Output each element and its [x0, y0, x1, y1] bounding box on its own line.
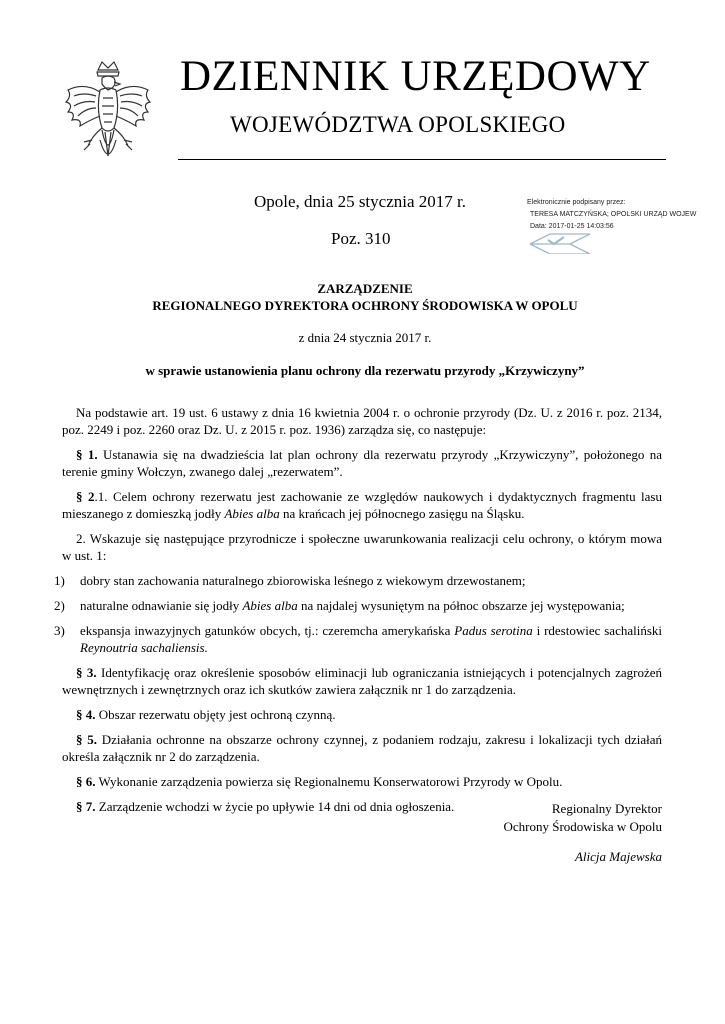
paragraph-number: § 2 — [76, 489, 95, 504]
list-text: na najdalej wysuniętym na północ obszarze jej występowania; — [297, 598, 625, 613]
paragraph-number: § 4. — [76, 707, 96, 722]
species-name: Reynoutria sachaliensis. — [80, 640, 208, 655]
list-number: 3) — [54, 623, 65, 638]
paragraph-2 — [62, 488, 662, 522]
paragraph-5 — [62, 731, 662, 765]
signatory-office: Ochrony Środowiska w Opolu — [503, 819, 662, 834]
paragraph-number: § 7. — [76, 799, 96, 814]
signatory-name: Alicja Majewska — [574, 849, 662, 864]
paragraph-text: Obszar rezerwatu objęty jest ochroną czynną. — [95, 707, 336, 722]
paragraph-number: § 5. — [76, 732, 97, 747]
signature-caption: Elektronicznie podpisany przez: — [527, 199, 626, 206]
journal-subtitle: WOJEWÓDZTWA OPOLSKIEGO — [230, 112, 566, 137]
electronic-signature-stamp — [527, 197, 717, 233]
paragraph-1 — [62, 446, 662, 480]
species-name: Abies alba — [224, 506, 280, 521]
list-item — [54, 572, 662, 589]
signature-signer: TERESA MATCZYŃSKA; OPOLSKI URZĄD WOJEW — [530, 211, 697, 218]
journal-title: DZIENNIK URZĘDOWY — [180, 53, 651, 100]
paragraph-2-section-2: 2. Wskazuje się następujące przyrodnicze i społeczne uwarunkowania realizacji celu ochrony, o którym mowa w ust. 1: — [62, 531, 662, 563]
signature-block — [420, 800, 662, 866]
signature-check-icon — [528, 230, 592, 254]
paragraph-6 — [62, 773, 662, 790]
decree-subject: w sprawie ustanowienia planu ochrony dla rezerwatu przyrody „Krzywiczyny” — [145, 363, 585, 378]
paragraph-number: § 1. — [76, 447, 98, 462]
paragraph-number: § 3. — [76, 665, 97, 680]
position-number: Poz. 310 — [331, 229, 391, 248]
list-item — [54, 622, 663, 656]
signatory-role: Regionalny Dyrektor — [551, 801, 662, 816]
list-text: i rdestowiec sachaliński — [532, 623, 663, 638]
decree-heading — [60, 280, 670, 314]
decree-kind: ZARZĄDZENIE — [317, 281, 413, 296]
species-name: Padus serotina — [454, 623, 533, 638]
paragraph-3 — [62, 664, 662, 698]
paragraph-text: Wykonanie zarządzenia powierza się Regionalnemu Konserwatorowi Przyrody w Opolu. — [95, 774, 563, 789]
list-text: dobry stan zachowania naturalnego zbiorowiska leśnego z wiekowym drzewostanem; — [80, 573, 526, 588]
paragraph-text: Zarządzenie wchodzi w życie po upływie 14 dni od dnia ogłoszenia. — [95, 799, 455, 814]
publication-date: Opole, dnia 25 stycznia 2017 r. — [254, 192, 466, 211]
paragraph-text: Identyfikację oraz określenie sposobów eliminacji lub ograniczania istniejących i potencjalnych zagrożeń wewnętrznych i zewnętrznych oraz ich skutków zawiera załącznik nr 1 do zarządzenia. — [62, 665, 663, 697]
species-name: Abies alba — [242, 598, 298, 613]
list-text: naturalne odnawianie się jodły — [80, 598, 243, 613]
decree-date: z dnia 24 stycznia 2017 r. — [298, 330, 432, 345]
list-number: 1) — [54, 573, 65, 588]
signature-date: Data: 2017-01-25 14:03:56 — [530, 223, 614, 230]
paragraph-text: Ustanawia się na dwadzieścia lat plan ochrony dla rezerwatu przyrody „Krzywiczyny”, położonego na terenie gminy Wołczyn, zwanego dalej „rezerwatem”. — [62, 447, 662, 479]
paragraph-text: .1. Celem ochrony rezerwatu jest zachowanie ze względów naukowych i dydaktycznych fragmentu lasu mieszanego z domieszką jodły — [62, 489, 662, 521]
header-divider — [178, 159, 666, 160]
paragraph-4 — [62, 706, 662, 723]
preamble: Na podstawie art. 19 ust. 6 ustawy z dnia 16 kwietnia 2004 r. o ochronie przyrody (Dz. U. z 2016 r. poz. 2134, poz. 2249 i poz. 2260 oraz Dz. U. z 2015 r. poz. 1936) zarządza się, co następuje: — [62, 405, 662, 437]
paragraph-text: na krańcach jej północnego zasięgu na Śląsku. — [279, 506, 525, 521]
list-text: ekspansja inwazyjnych gatunków obcych, tj.: czeremcha amerykańska — [80, 623, 455, 638]
eagle-emblem-icon — [62, 60, 154, 172]
decree-issuer: REGIONALNEGO DYREKTORA OCHRONY ŚRODOWISKA W OPOLU — [152, 298, 578, 313]
paragraph-number: § 6. — [76, 774, 96, 789]
list-item — [54, 597, 662, 614]
decree-body — [54, 404, 663, 823]
paragraph-text: Działania ochronne na obszarze ochrony czynnej, z podaniem rodzaju, zakresu i lokalizacji tych działań określa załącznik nr 2 do zarządzenia. — [62, 732, 663, 764]
list-number: 2) — [54, 598, 65, 613]
